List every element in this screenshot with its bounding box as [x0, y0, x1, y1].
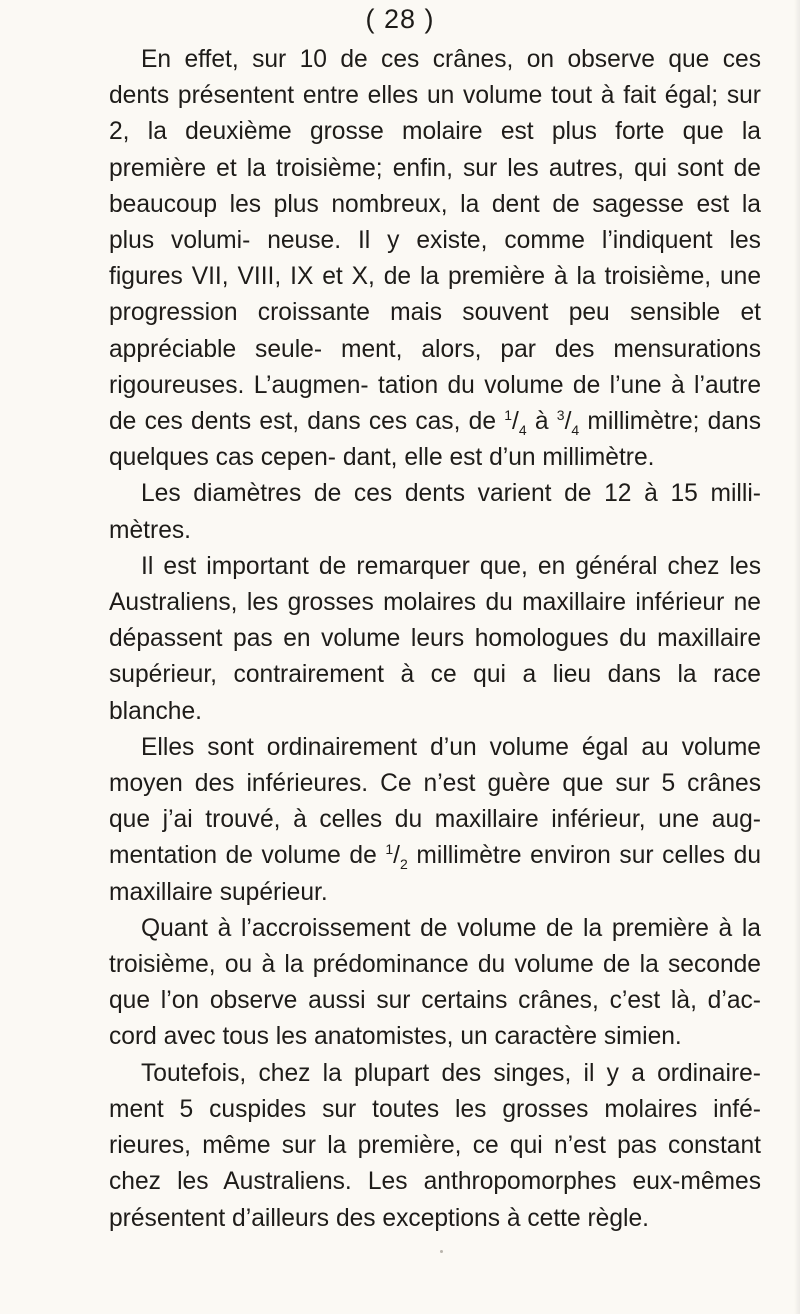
paragraph-1-line-5: les plus nombreux, la dent de sagesse est la plus volumi-	[109, 190, 761, 255]
fraction-numerator: 1	[504, 406, 513, 423]
paragraph-1-line-4: la troisième; enfin, sur les autres, qui sont de beaucoup	[109, 154, 761, 218]
fraction-numerator: 3	[556, 406, 565, 423]
fraction-line-end: millimètre; dans quelques cas cepen-	[109, 408, 762, 472]
fraction-three-quarters: $^3/_4$	[556, 406, 580, 438]
paragraph-2: Les diamètres de ces dents varient de 12 à 15 milli- mètres.	[109, 480, 761, 544]
paragraph-1-line-6: neuse. Il y existe, comme l’indiquent les figures VII, VIII,	[109, 227, 761, 291]
fraction-numerator: 1	[385, 841, 394, 858]
fraction-line-middle: à	[526, 408, 557, 436]
paragraph-1-line-10: tation du volume de l’une à l’autre de ces dents est, dans	[109, 371, 762, 436]
paragraph-1	[109, 42, 761, 476]
fraction-one-half: $^1/_2$	[385, 841, 408, 873]
paragraph-3: Il est important de remarquer que, en général chez les Australiens, les grosses molaires du maxillaire inférieur ne dépassent pas en volume leurs homologues du maxillaire supérieur, contrairement à ce qui a lieu dans la race blanche.	[109, 552, 761, 725]
paragraph-1-line-7: IX et X, de la première à la troisième, une progression	[109, 263, 761, 327]
fraction-line-start: ces cas, de	[368, 408, 505, 436]
paragraph-5: Quant à l’accroissement de volume de la première à la troisième, ou à la prédominance du volume de la seconde que l’on observe aussi sur certains crânes, c’est là, d’ac- cord avec tous les anatomistes, un caractère simien.	[109, 914, 761, 1051]
fraction-denominator: 4	[518, 421, 527, 438]
paper-speck	[440, 1250, 443, 1253]
paragraph-4	[109, 730, 761, 911]
paragraph-4-end: millimètre environ sur celles du maxillaire supérieur.	[109, 842, 761, 906]
paragraph-1-closing-line: dant, elle est d’un millimètre.	[342, 444, 655, 472]
page-number: ( 28 )	[365, 4, 435, 34]
paragraph-1-line-2: présentent entre elles un volume tout à fait égal; sur 2, la	[109, 82, 761, 146]
paragraph-1-line-8: croissante mais souvent peu sensible et appréciable seule-	[109, 299, 761, 363]
paragraph-1-line-9: ment, alors, par des mensurations rigoureuses. L’augmen-	[109, 335, 762, 399]
paragraph-1-line-1: En effet, sur 10 de ces crânes, on observe que ces dents	[109, 46, 761, 110]
fraction-one-quarter: $^1/_4$	[504, 406, 527, 438]
paragraph-1-line-3: deuxième grosse molaire est plus forte que la première et	[109, 118, 761, 182]
paragraph-4-start: Elles sont ordinairement d’un volume égal au volume moyen des inférieures. Ce n’est guère que sur 5 crânes que j’ai trouvé, à celles du maxillaire inférieur, une aug- mentation de volume de	[109, 733, 761, 870]
fraction-denominator: 4	[571, 421, 580, 438]
page-edge-shadow	[794, 0, 800, 1314]
fraction-denominator: 2	[400, 856, 408, 873]
body-text	[109, 42, 761, 1237]
paragraph-6: Toutefois, chez la plupart des singes, il y a ordinaire- ment 5 cuspides sur toutes les grosses molaires infé- rieures, même sur la première, ce qui n’est pas constant chez les Australiens. Les anthropomorphes eux-mêmes présentent d’ailleurs des exceptions à cette règle.	[109, 1059, 761, 1232]
